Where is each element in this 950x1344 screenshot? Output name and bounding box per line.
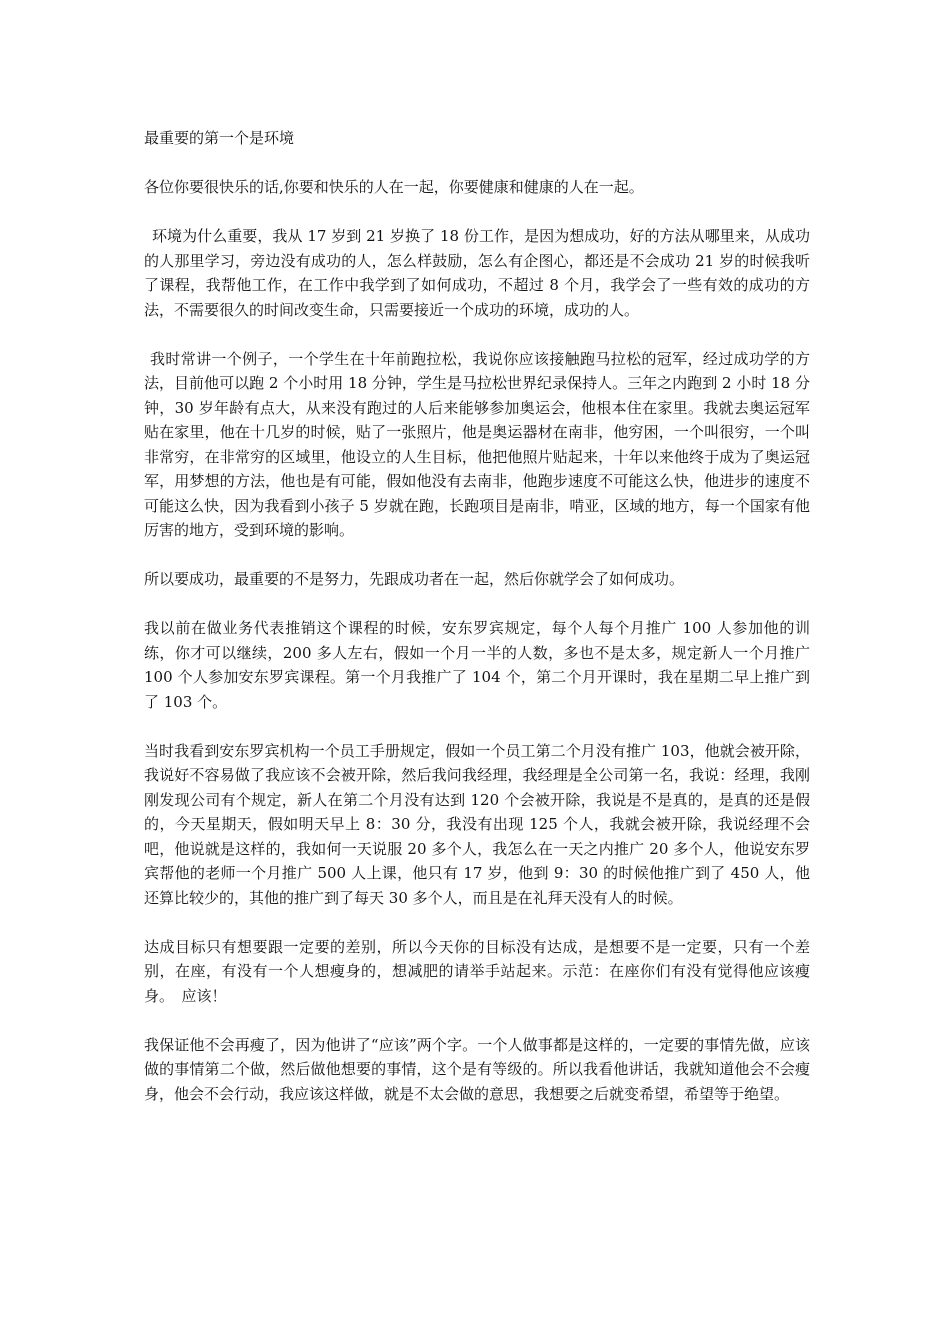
paragraph: 环境为什么重要，我从 17 岁到 21 岁换了 18 份工作，是因为想成功，好的方法从哪里来，从成功的人那里学习，旁边没有成功的人，怎么样鼓励，怎么有企图心，都还是不会成功 21 岁的时候我听了课程，我帮他工作，在工作中我学到了如何成功，不超过 8 个月，我学会了一些有效的成功的方法，不需要很久的时间改变生命，只需要接近一个成功的环境，成功的人。 [144,227,810,319]
paragraph: 我时常讲一个例子，一个学生在十年前跑拉松，我说你应该接触跑马拉松的冠军，经过成功学的方法，目前他可以跑 2 个小时用 18 分钟，学生是马拉松世界纪录保持人。三年之内跑到 2 小时 18 分钟，30 岁年龄有点大，从来没有跑过的人后来能够参加奥运会，他根本住在家里。我就去奥运冠军贴在家里，他在十几岁的时候，贴了一张照片，他是奥运器材在南非，他穷困，一个叫很穷，一个叫非常穷，在非常穷的区域里，他设立的人生目标，他把他照片贴起来，十年以来他终于成为了奥运冠军，用梦想的方法，他也是有可能，假如他没有去南非，他跑步速度不可能这么快，他进步的速度不可能这么快，因为我看到小孩子 5 岁就在跑，长跑项目是南非，啃亚，区域的地方，每一个国家有他厉害的地方，受到环境的影响。 [144,349,810,539]
paragraph: 我以前在做业务代表推销这个课程的时候，安东罗宾规定，每个人每个月推广 100 人参加他的训练，你才可以继续，200 多人左右，假如一个月一半的人数，多也不是太多，规定新人一个月推广 100 个人参加安东罗宾课程。第一个月我推广了 104 个，第二个月开课时，我在星期二早上推广到了 103 个。 [144,619,810,711]
paragraph: 所以要成功，最重要的不是努力，先跟成功者在一起，然后你就学会了如何成功。 [144,570,685,588]
document-body [144,126,810,1131]
paragraph: 达成目标只有想要跟一定要的差别，所以今天你的目标没有达成，是想要不是一定要，只有一个差别，在座，有没有一个人想瘦身的，想减肥的请举手站起来。示范：在座你们有没有觉得他应该瘦身。 应该！ [144,937,810,1005]
paragraph: 我保证他不会再瘦了，因为他讲了“应该”两个字。一个人做事都是这样的，一定要的事情先做，应该做的事情第二个做，然后做他想要的事情，这个是有等级的。所以我看他讲话，我就知道他会不会瘦身，他会不会行动，我应该这样做，就是不太会做的意思，我想要之后就变希望，希望等于绝望。 [144,1035,810,1103]
paragraph: 各位你要很快乐的话,你要和快乐的人在一起，你要健康和健康的人在一起。 [144,178,644,196]
document-heading: 最重要的第一个是环境 [144,129,295,147]
paragraph: 当时我看到安东罗宾机构一个员工手册规定，假如一个员工第二个月没有推广 103，他就会被开除，我说好不容易做了我应该不会被开除，然后我问我经理，我经理是全公司第一名，我说：经理，我刚刚发现公司有个规定，新人在第二个月没有达到 120 个会被开除，我说是不是真的，是真的还是假的，今天星期天，假如明天早上 8：30 分，我没有出现 125 个人，我就会被开除，我说经理不会吧，他说就是这样的，我如何一天说服 20 多个人，我怎么在一天之内推广 20 多个人，他说安东罗宾帮他的老师一个月推广 500 人上课，他只有 17 岁，他到 9：30 的时候他推广到了 450 人，他还算比较少的，其他的推广到了每天 30 多个人，而且是在礼拜天没有人的时候。 [144,741,810,907]
